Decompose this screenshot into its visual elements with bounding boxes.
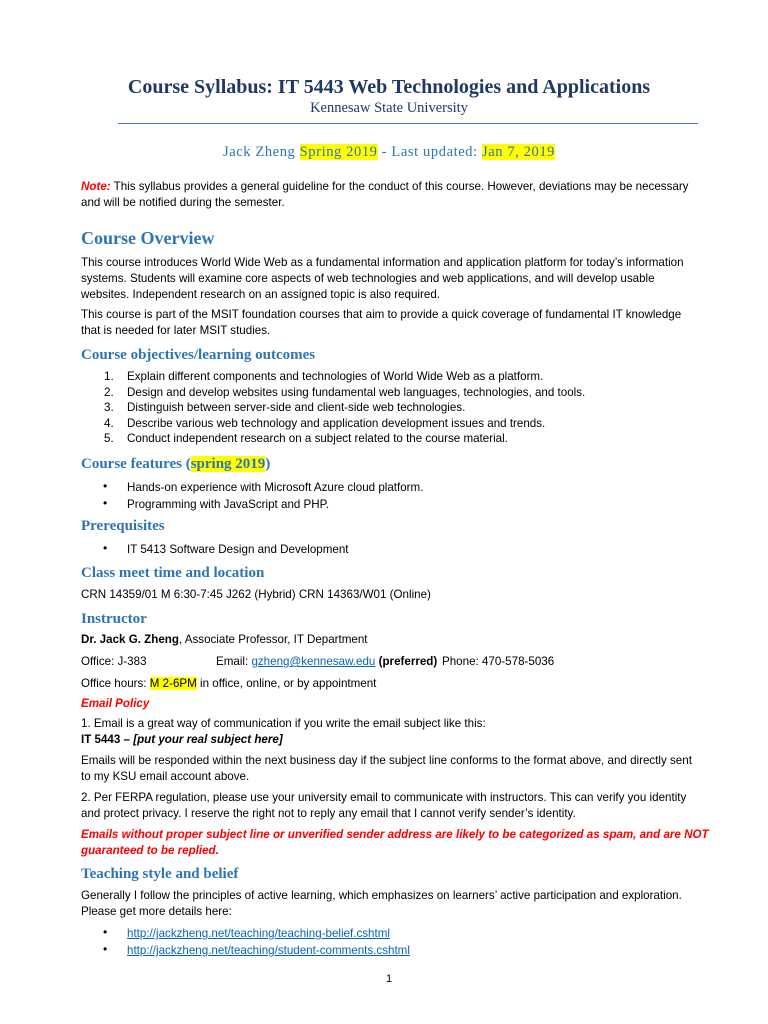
list-number: 1. <box>104 370 114 383</box>
student-comments-link[interactable]: http://jackzheng.net/teaching/student-comments.cshtml <box>127 944 410 957</box>
list-item <box>81 496 423 513</box>
teaching-links-list <box>81 925 410 959</box>
page-number: 1 <box>385 973 393 985</box>
class-meet-text: CRN 14359/01 M 6:30-7:45 J262 (Hybrid) CRN 14363/W01 (Online) <box>81 588 431 601</box>
instructor-heading: Instructor <box>81 611 147 627</box>
email-policy-p3: and protect privacy. I reserve the right not to reply any email that I cannot verify sender’s identity. <box>81 807 576 820</box>
list-item <box>81 942 410 959</box>
list-number: 4. <box>104 416 114 430</box>
email-link[interactable]: gzheng@kennesaw.edu <box>251 655 376 668</box>
bullet-icon: • <box>103 496 108 510</box>
list-item-text: Programming with JavaScript and PHP. <box>127 498 330 511</box>
list-item <box>81 369 585 385</box>
instructor-name-line <box>81 632 368 649</box>
teaching-p2: Please get more details here: <box>81 905 232 918</box>
list-item-text: Hands-on experience with Microsoft Azure cloud platform. <box>127 481 424 494</box>
instructor-name: Dr. Jack G. Zheng <box>81 633 179 646</box>
teaching-p1: Generally I follow the principles of active learning, which emphasizes on learners’ active participation and exploration. <box>81 889 682 902</box>
author-name: Jack Zheng <box>222 144 296 160</box>
overview-line: This course introduces World Wide Web as a fundamental information and application platform for today’s information <box>81 256 684 269</box>
list-item <box>81 479 423 496</box>
objectives-list <box>81 369 585 447</box>
semester-highlight: Spring 2019 <box>299 144 378 160</box>
teaching-heading: Teaching style and belief <box>81 866 239 882</box>
list-item <box>81 431 585 447</box>
email-warning: Emails without proper subject line or unverified sender address are likely to be categorized as spam, and are NOT <box>81 828 709 841</box>
prerequisites-heading: Prerequisites <box>81 518 165 534</box>
list-item-text: IT 5413 Software Design and Development <box>127 543 349 556</box>
office-hours-suffix: in office, online, or by appointment <box>196 677 377 690</box>
note-text: This syllabus provides a general guideline for the conduct of this course. However, deviations may be necessary <box>110 180 689 193</box>
email-policy-heading: Email Policy <box>81 697 150 710</box>
subject-text: [put your real subject here] <box>133 733 283 746</box>
course-title: Course Syllabus: IT 5443 Web Technologies and Applications <box>127 76 651 98</box>
list-item-text: Design and develop websites using fundamental web languages, technologies, and tools. <box>127 385 586 399</box>
title-divider <box>118 123 698 124</box>
email-preferred: (preferred) <box>378 655 438 668</box>
overview-line: This course is part of the MSIT foundation courses that aim to provide a quick coverage of fundamental IT knowledge <box>81 308 682 321</box>
features-heading-highlight: spring 2019 <box>190 456 266 472</box>
overview-line: systems. Students will examine core aspects of web technologies and web applications, and will develop usable <box>81 272 655 285</box>
features-list <box>81 479 423 513</box>
course-overview-heading: Course Overview <box>81 228 215 248</box>
email-policy-p1: 1. Email is a great way of communication if you write the email subject like this: <box>81 717 486 730</box>
teaching-belief-link[interactable]: http://jackzheng.net/teaching/teaching-belief.cshtml <box>127 927 390 940</box>
list-item <box>81 542 349 558</box>
phone-number: Phone: 470-578-5036 <box>442 655 555 668</box>
list-item <box>81 416 585 432</box>
email-subject-format <box>81 732 283 749</box>
email-policy-p2: Emails will be responded within the next business day if the subject line conforms to the format above, and directly sent <box>81 754 692 767</box>
list-item-text: Distinguish between server-side and client-side web technologies. <box>127 401 466 415</box>
class-meet-heading: Class meet time and location <box>81 565 265 581</box>
list-item <box>81 400 585 416</box>
list-item <box>81 385 585 401</box>
bullet-icon: • <box>103 541 108 555</box>
bullet-icon: • <box>103 942 108 956</box>
bullet-icon: • <box>103 479 108 493</box>
email-line <box>216 654 437 671</box>
features-heading-suffix: ) <box>265 456 271 472</box>
email-policy-p2: to my KSU email account above. <box>81 770 250 783</box>
list-number: 5. <box>104 432 114 446</box>
note-line-1 <box>81 179 688 196</box>
updated-prefix: - Last updated: <box>377 144 482 160</box>
office-hours-highlight: M 2-6PM <box>149 677 197 690</box>
author-line <box>0 144 768 161</box>
email-policy-p3: 2. Per FERPA regulation, please use your university email to communicate with instructors. This can verify you identity <box>81 791 687 804</box>
features-heading <box>81 456 270 473</box>
list-number: 3. <box>104 401 114 415</box>
office-hours-line <box>81 676 376 693</box>
office-hours-label: Office hours: <box>81 677 150 690</box>
note-label: Note: <box>81 180 111 193</box>
email-label: Email: <box>216 655 252 668</box>
office-location: Office: J-383 <box>81 655 147 668</box>
university-name: Kennesaw State University <box>310 100 468 116</box>
bullet-icon: • <box>103 925 108 939</box>
subject-prefix: IT 5443 – <box>81 733 134 746</box>
list-number: 2. <box>104 385 114 399</box>
list-item <box>81 925 410 942</box>
updated-date: Jan 7, 2019 <box>481 144 556 160</box>
note-line-2: and will be notified during the semester. <box>81 196 285 209</box>
overview-line: websites. Independent research on an assigned topic is also required. <box>81 288 440 301</box>
list-item-text: Explain different components and technologies of World Wide Web as a platform. <box>127 370 544 383</box>
prerequisites-list <box>81 542 349 558</box>
instructor-title: , Associate Professor, IT Department <box>178 633 368 646</box>
email-warning: guaranteed to be replied. <box>81 844 219 857</box>
list-item-text: Describe various web technology and application development issues and trends. <box>127 416 546 430</box>
overview-line: that is needed for later MSIT studies. <box>81 324 271 337</box>
objectives-heading: Course objectives/learning outcomes <box>81 347 316 363</box>
list-item-text: Conduct independent research on a subject related to the course material. <box>127 432 508 446</box>
features-heading-prefix: Course features ( <box>81 456 191 472</box>
